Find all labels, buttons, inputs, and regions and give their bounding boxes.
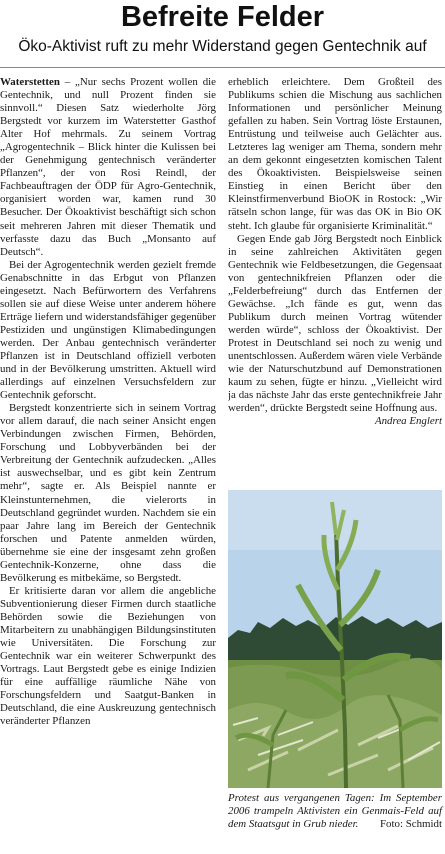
paragraph: Bei der Agrogentechnik werden gezielt fremde Genabschnitte in das Erbgut von Pflanzen eingesetzt. Nach Befürwortern des Verfahrens sollen sie auf diese Weise unter anderem höhere Erträge liefern und widerstandsfähiger gegenüber Pestiziden und ungünstigen Klimabedingungen werden. Der Anbau gentechnisch veränderter Pflanzen ist in Deutschland offiziell verboten und in der Bevölkerung umstritten. Aktuell wird allerdings auf einzelnen Versuchsfeldern zur Gentechnik geforscht. xyxy=(0,258,216,402)
article-column-right xyxy=(228,76,442,486)
paragraph: Er kritisierte daran vor allem die angebliche Subventionierung dieser Firmen durch staatliche Behörden sowie die Beziehungen von Mitarbeitern zu unabhängigen Bildungsinstituten wie Universitäten. Die Forschung zur Gentechnik war ein weiterer Schwerpunkt des Vortrags. Laut Bergstedt gebe es einige Indizien für eine auffällige räumliche Nähe von Forschungsfeldern und Saatgut-Banken in Deutschland, die eine Auskreuzung gentechnisch veränderter Pflanzen xyxy=(0,584,216,728)
paragraph: erheblich erleichtere. Dem Großteil des Publikums schien die Mischung aus sachlichen Informationen und persönlicher Meinung gefallen zu haben. Sein Vortrag löste Erstaunen, Entrüstung und teilweise auch Gelächter aus. Letzteres lag weniger am Thema, sondern mehr an dem gekonnt eingesetzten komischen Talent des Ökoaktivisten. Beispielsweise seinen Einstieg in einen Bericht über den Kleinstfirmenverbund BioOK in Rostock: „Wir rätseln schon lange, für was das OK in Bio OK steht. Ich glaube für organisierte Kriminalität.“ xyxy=(228,76,442,232)
subheadline: Öko-Aktivist ruft zu mehr Widerstand gegen Gentechnik auf xyxy=(18,38,427,55)
article-column-left xyxy=(0,76,216,850)
divider xyxy=(0,67,445,68)
paragraph: Gegen Ende gab Jörg Bergstedt noch Einblick in seine zahlreichen Aktivitäten gegen Gentechnik wie Feldbesetzungen, die Gegensaat von gentechnikfreien Pflanzen oder die „Felderbefreiung“ durch das Entfernen der Gewächse. „Ich fände es gut, wenn das Publikum durch meinen Vortrag wütender werden würde“, schloss der Ökoaktivist. Der Protest in Deutschland sei noch zu wenig und unentschlossen. Außerdem wären viele Verbände wie der Naturschutzbund auf Demonstrationen kaum zu sehen, fügte er hinzu. „Vielleicht wird ja das nächste Jahr das erste gentechnikfreie Jahr werden“, drückte Bergstedt seine Hoffnung aus. Andrea Englert xyxy=(228,232,442,428)
paragraph: Waterstetten – „Nur sechs Prozent wollen die Gentechnik, und null Prozent finden sie sinnvoll.“ Diesen Satz wiederholte Jörg Bergstedt vor kurzem im Waterstetter Gasthof Alter Hof mehrmals. Zu seinem Vortrag „Agrogentechnik – Blick hinter die Kulissen bei der Genehmigung gentechnisch veränderter Pflanzen“, der von Rosi Reindl, der Fachbeauftragen der ÖDP für Agro-Gentechnik, organisiert worden war, kamen rund 30 Besucher. Der Ökoaktivist beschäftigt sich schon seit mehreren Jahren mit dieser Thematik und verfasste dazu das Buch „Monsanto auf Deutsch“. xyxy=(0,76,216,258)
dateline: Waterstetten xyxy=(0,76,60,88)
photo-caption: Protest aus vergangenen Tagen: Im September 2006 trampeln Aktivisten ein Genmais-Feld auf dem Staatsgut in Grub nieder. Foto: Schmidt xyxy=(228,792,442,831)
author-signature: Andrea Englert xyxy=(374,415,442,428)
paragraph: Bergstedt konzentrierte sich in seinem Vortrag vor allem darauf, die nach seiner Ansicht engen Verbindungen zwischen Firmen, Behörden, Forschung und Lobbyverbänden bei der Verbreitung der Gentechnik aufzudecken. „Alles ist auswechselbar, und es gibt kein Zentrum mehr“, sagte er. Als Beispiel nannte er Kleinstunternehmen, die vielerorts in Deutschland gegründet wurden. Nachdem sie ein paar Jahre lang im Bereich der Gentechnik forschen und Patente anmelden würden, übernehme sie eine der insgesamt zehn großen Gentechnik-Konzerne, ohne dass die Bevölkerung es mitbekäme, so Bergstedt. xyxy=(0,402,216,584)
photo-credit: Foto: Schmidt xyxy=(379,818,442,831)
headline: Befreite Felder xyxy=(120,1,325,33)
cornfield-photo xyxy=(228,490,442,788)
article-photo xyxy=(228,490,442,788)
